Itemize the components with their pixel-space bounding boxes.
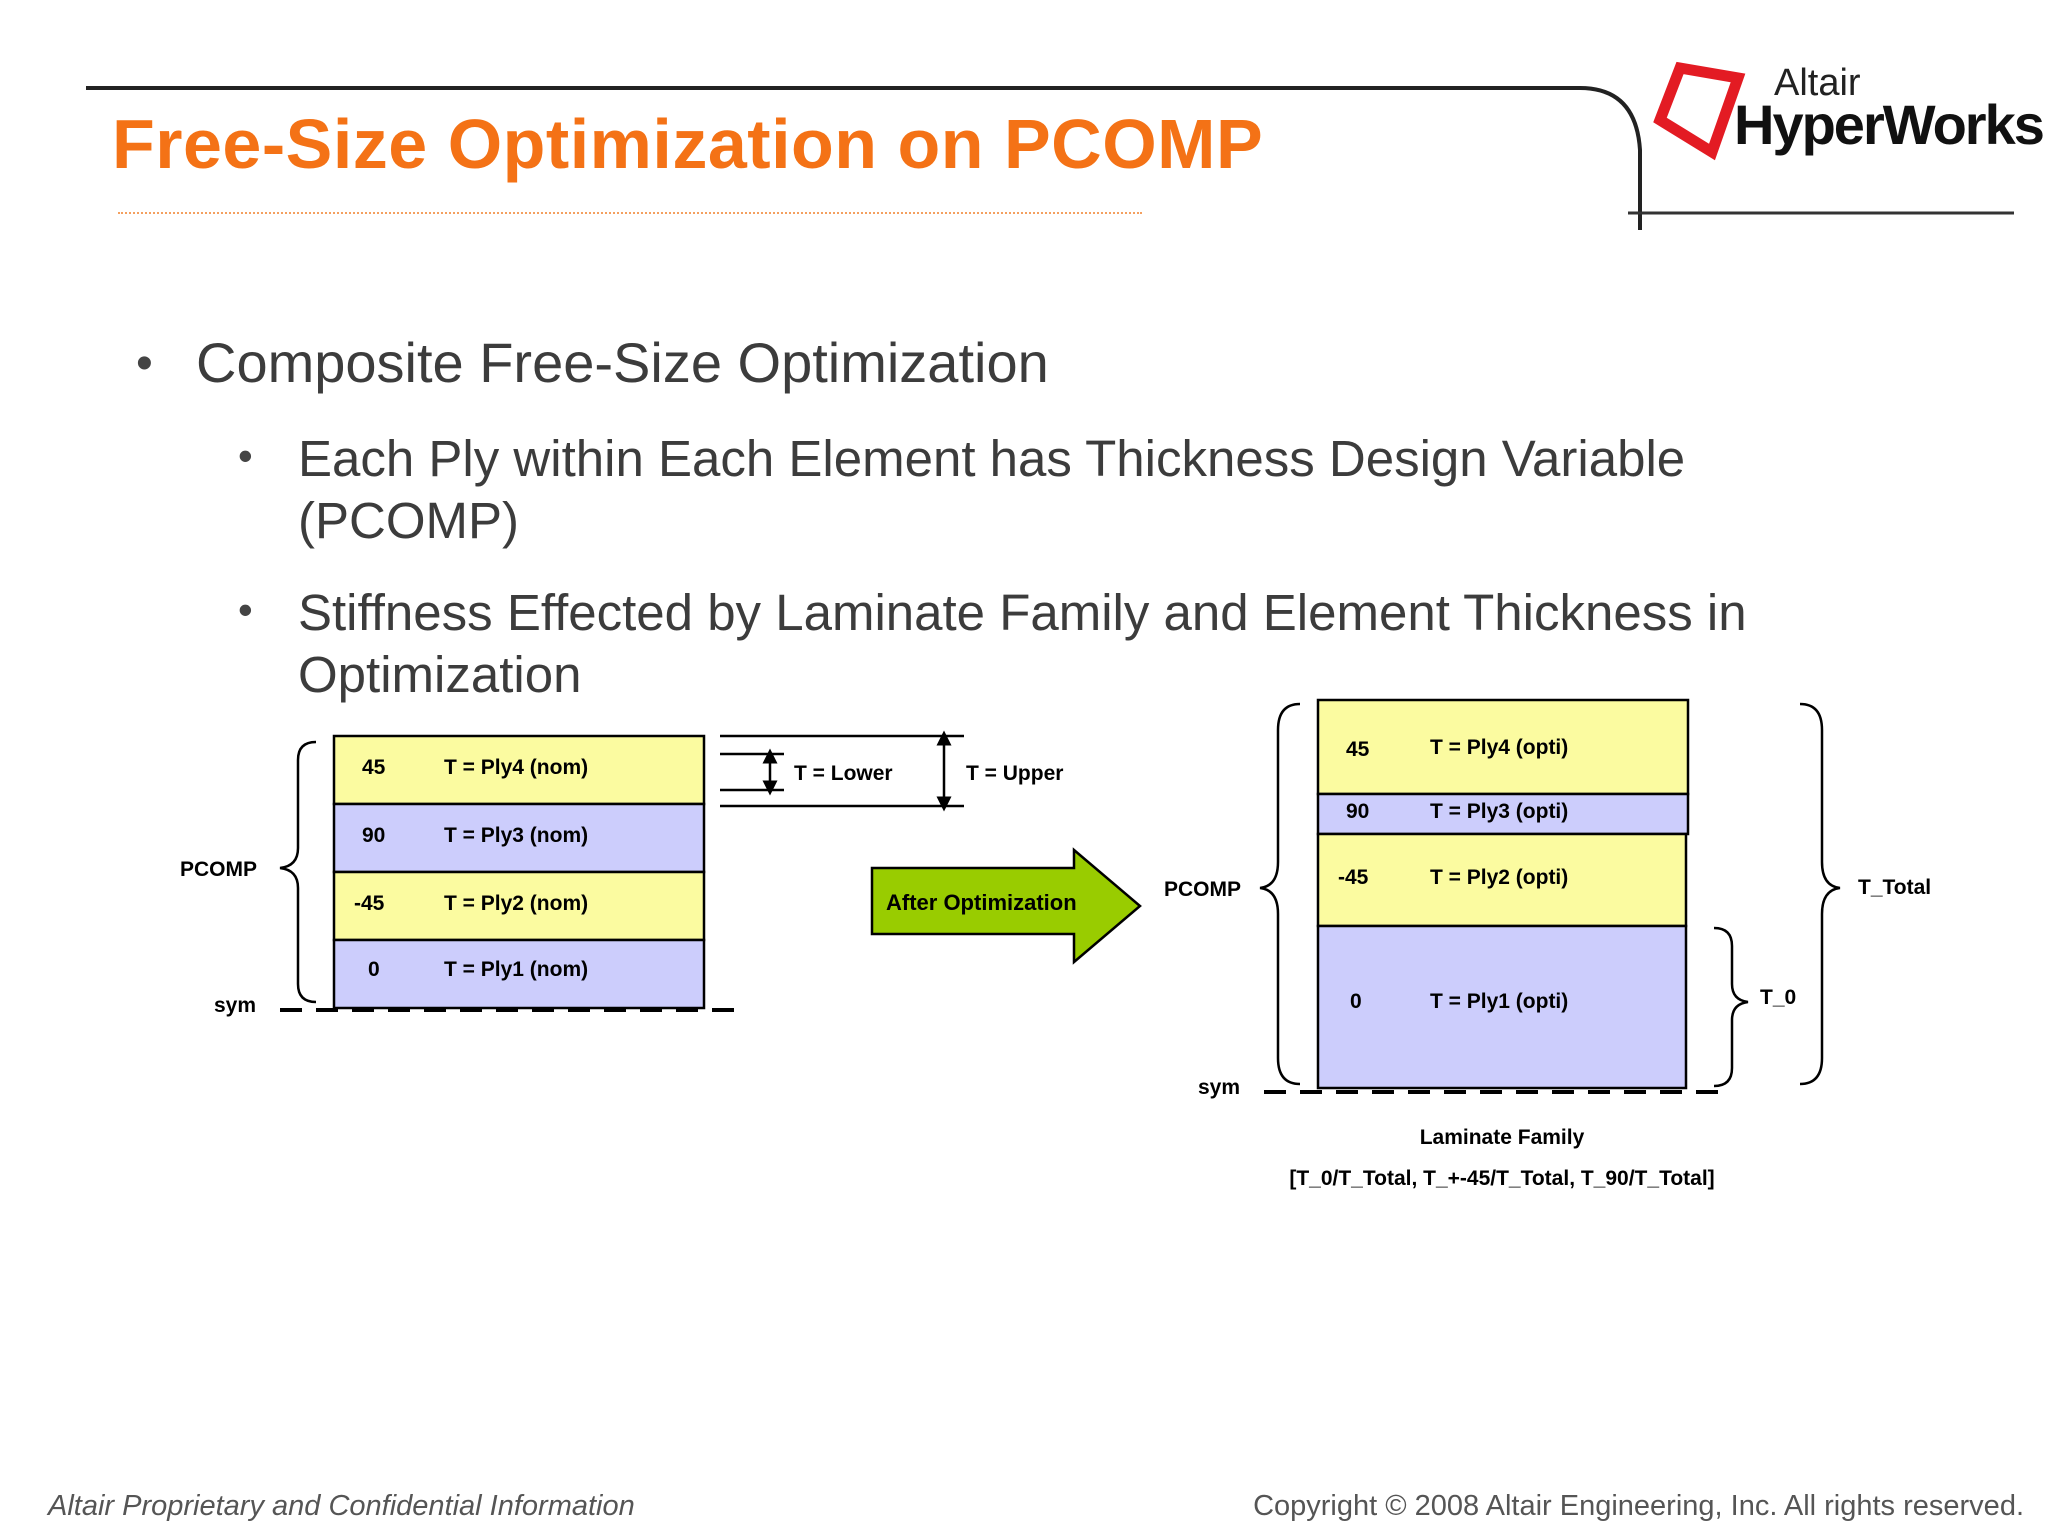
bullet-dot: • — [136, 337, 153, 390]
logo-altair-text: Altair — [1774, 62, 1861, 104]
right-ply-stack — [1318, 700, 1688, 1088]
ply-angle: 0 — [1350, 990, 1362, 1013]
left-brace — [280, 742, 316, 1002]
ply-angle: -45 — [354, 892, 385, 915]
bullet-line: Stiffness Effected by Laminate Family and Element Thickness in — [298, 584, 1747, 641]
t-0-brace — [1714, 928, 1748, 1086]
bullet-line: Each Ply within Each Element has Thickness Design Variable — [298, 430, 1686, 487]
footer-copyright: Copyright © 2008 Altair Engineering, Inc. All rights reserved. — [1253, 1490, 2024, 1522]
ply-thickness: T = Ply4 (nom) — [444, 756, 589, 779]
pcomp-label: PCOMP — [1164, 878, 1242, 901]
ply-angle: 90 — [1346, 800, 1370, 823]
pcomp-label: PCOMP — [180, 858, 258, 881]
laminate-family-title: Laminate Family — [1419, 1126, 1585, 1149]
left-ply-stack — [334, 736, 704, 1008]
ply-thickness: T = Ply3 (nom) — [444, 824, 589, 847]
ply-angle: 45 — [1346, 738, 1370, 761]
t-total-brace — [1800, 704, 1840, 1084]
arrow-label: After Optimization — [886, 890, 1077, 915]
laminate-family-formula: [T_0/T_Total, T_+-45/T_Total, T_90/T_Total] — [1289, 1167, 1715, 1190]
bullet-level1: Composite Free-Size Optimization — [196, 331, 1049, 394]
sym-label: sym — [1198, 1076, 1241, 1099]
page-title: Free-Size Optimization on PCOMP — [112, 105, 1264, 183]
logo-hyperworks-text: HyperWorks — [1734, 93, 2043, 156]
right-pcomp-brace — [1260, 704, 1300, 1084]
ply-thickness: T = Ply4 (opti) — [1430, 736, 1569, 759]
bullet-line: (PCOMP) — [298, 492, 519, 549]
ply-thickness: T = Ply2 (nom) — [444, 892, 589, 915]
ply-angle: 0 — [368, 958, 380, 981]
bullet-dot: • — [238, 586, 253, 633]
ply-thickness: T = Ply2 (opti) — [1430, 866, 1569, 889]
ply-thickness: T = Ply3 (opti) — [1430, 800, 1569, 823]
sym-label: sym — [214, 994, 257, 1017]
ply-thickness: T = Ply1 (opti) — [1430, 990, 1569, 1013]
ply-angle: 90 — [362, 824, 386, 847]
bullet-dot: • — [238, 432, 253, 479]
t-total-label: T_Total — [1858, 876, 1932, 899]
lower-bound-label: T = Lower — [794, 762, 893, 785]
ply-angle: 45 — [362, 756, 386, 779]
bullet-line: Optimization — [298, 646, 582, 703]
ply-angle: -45 — [1338, 866, 1369, 889]
footer-confidential: Altair Proprietary and Confidential Information — [48, 1490, 635, 1522]
t-0-label: T_0 — [1760, 986, 1797, 1009]
ply-thickness: T = Ply1 (nom) — [444, 958, 589, 981]
upper-bound-label: T = Upper — [966, 762, 1064, 785]
